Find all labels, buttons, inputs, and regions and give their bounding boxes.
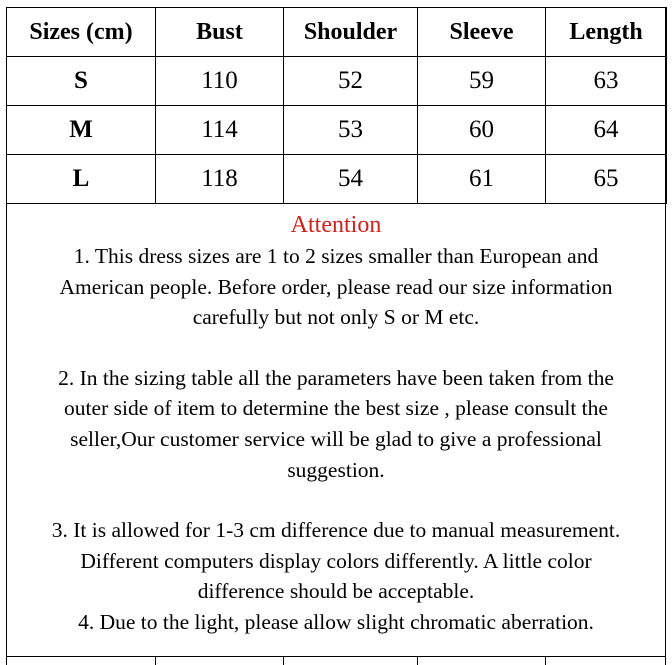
header-sizes: Sizes (cm) [7,8,156,57]
notice-line: American people. Before order, please read our size information [59,274,613,299]
table-row [7,155,667,204]
sleeve-value: 59 [418,57,546,106]
bust-value: 110 [156,57,284,106]
sleeve-value: 61 [418,155,546,204]
notice-line: seller,Our customer service will be glad to give a professional [70,426,602,451]
notice-line: difference should be acceptable. [197,579,475,604]
paragraph-gap [6,333,666,363]
size-label: L [7,155,156,204]
length-value: 63 [546,57,667,106]
table-header-row [7,8,667,57]
header-bust: Bust [156,8,284,57]
notice-line: 4. Due to the light, please allow slight chromatic aberration. [78,609,594,634]
size-table [6,7,667,204]
bust-value: 118 [156,155,284,204]
notice-line: carefully but not only S or M etc. [192,305,480,330]
size-label: M [7,106,156,155]
paragraph-gap [6,485,666,515]
header-length: Length [546,8,667,57]
shoulder-value: 54 [284,155,418,204]
notice-line: 3. It is allowed for 1-3 cm difference due to manual measurement. [51,518,621,543]
notice-line: suggestion. [287,457,385,482]
bust-value: 114 [156,106,284,155]
shoulder-value: 53 [284,106,418,155]
sleeve-value: 60 [418,106,546,155]
table-row [7,106,667,155]
header-shoulder: Shoulder [284,8,418,57]
length-value: 64 [546,106,667,155]
notice-line: Different computers display colors differently. A little color [80,548,592,573]
notice-line: 2. In the sizing table all the parameters have been taken from the [58,365,614,390]
size-label: S [7,57,156,106]
shoulder-value: 52 [284,57,418,106]
header-sleeve: Sleeve [418,8,546,57]
length-value: 65 [546,155,667,204]
attention-title: Attention [290,212,382,238]
notice-line: 1. This dress sizes are 1 to 2 sizes smaller than European and [73,244,599,268]
notice-line: outer side of item to determine the best size , please consult the [64,396,608,421]
table-row [7,57,667,106]
attention-notice [6,210,666,638]
